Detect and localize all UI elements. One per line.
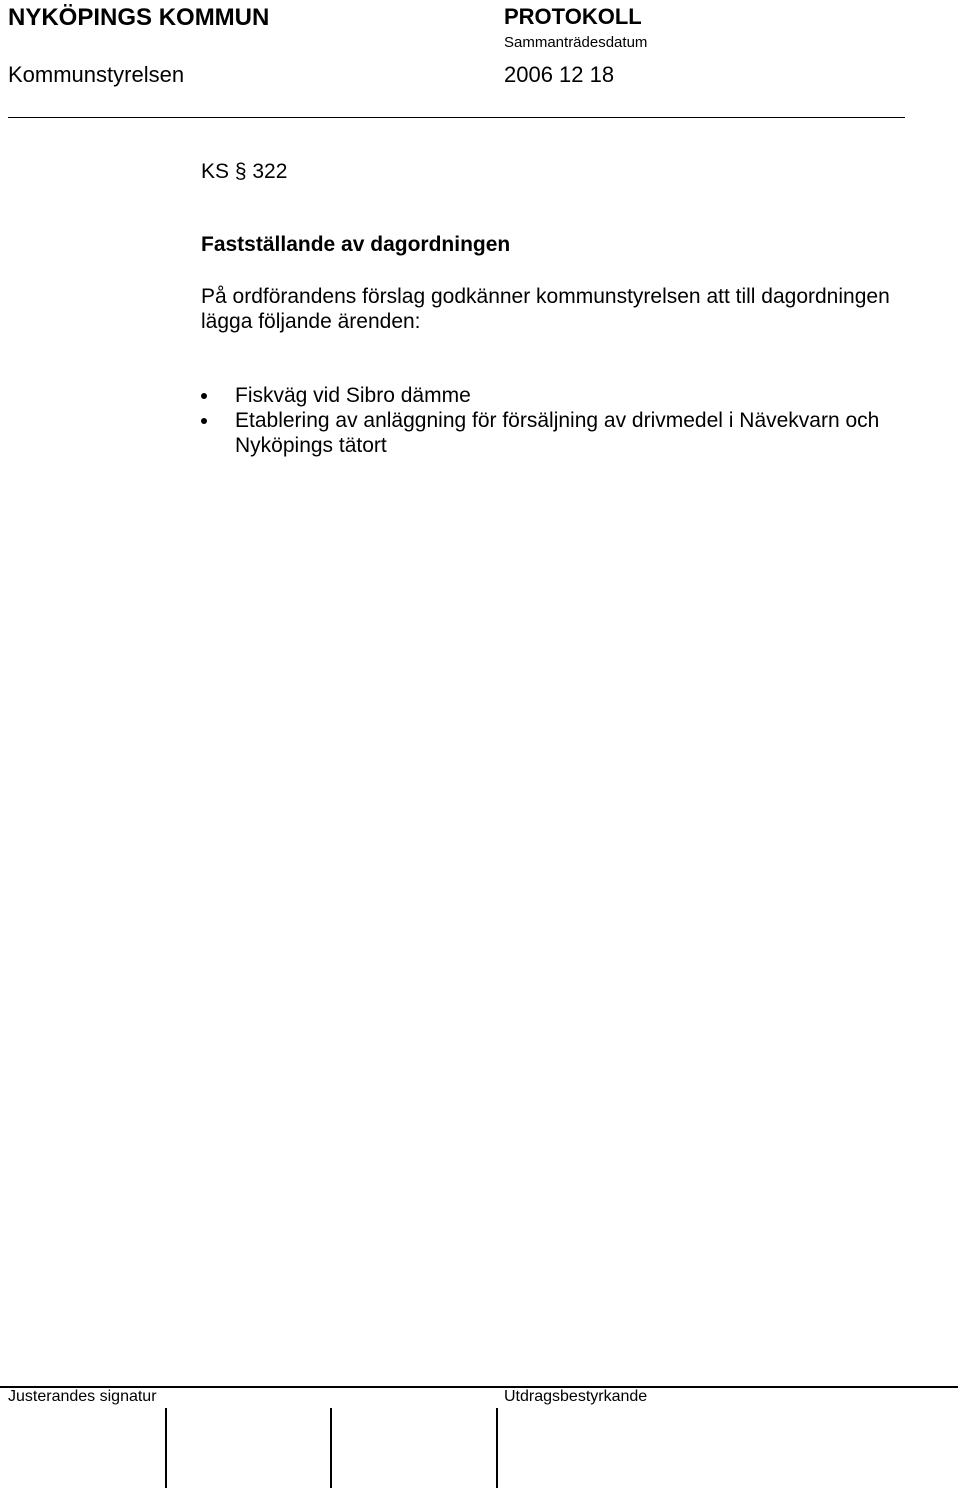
header-divider (8, 117, 905, 118)
section-title: Fastställande av dagordningen (201, 233, 511, 256)
document-type: PROTOKOLL (504, 4, 642, 29)
meeting-date-label: Sammanträdesdatum (504, 34, 648, 51)
agenda-item-text: Etablering av anläggning för försäljning av drivmedel i Nävekvarn och Nyköpings tätort (235, 409, 880, 457)
paragraph-reference: KS § 322 (201, 160, 288, 183)
bullet-icon (201, 418, 207, 424)
list-item (201, 408, 921, 458)
intro-paragraph: På ordförandens förslag godkänner kommunstyrelsen att till dagordningen lägga följande ärenden: (201, 285, 890, 333)
meeting-date: 2006 12 18 (504, 62, 615, 87)
certification-label: Utdragsbestyrkande (504, 1388, 648, 1405)
signature-field-divider (496, 1408, 498, 1488)
agenda-item-text: Fiskväg vid Sibro dämme (235, 384, 471, 407)
signature-label: Justerandes signatur (8, 1388, 157, 1405)
bullet-icon (201, 393, 207, 399)
organization-name: NYKÖPINGS KOMMUN (8, 4, 270, 31)
signature-field-divider (165, 1408, 167, 1488)
signature-field-divider (330, 1408, 332, 1488)
list-item (201, 383, 921, 408)
board-name: Kommunstyrelsen (8, 62, 185, 87)
agenda-list (201, 383, 921, 458)
